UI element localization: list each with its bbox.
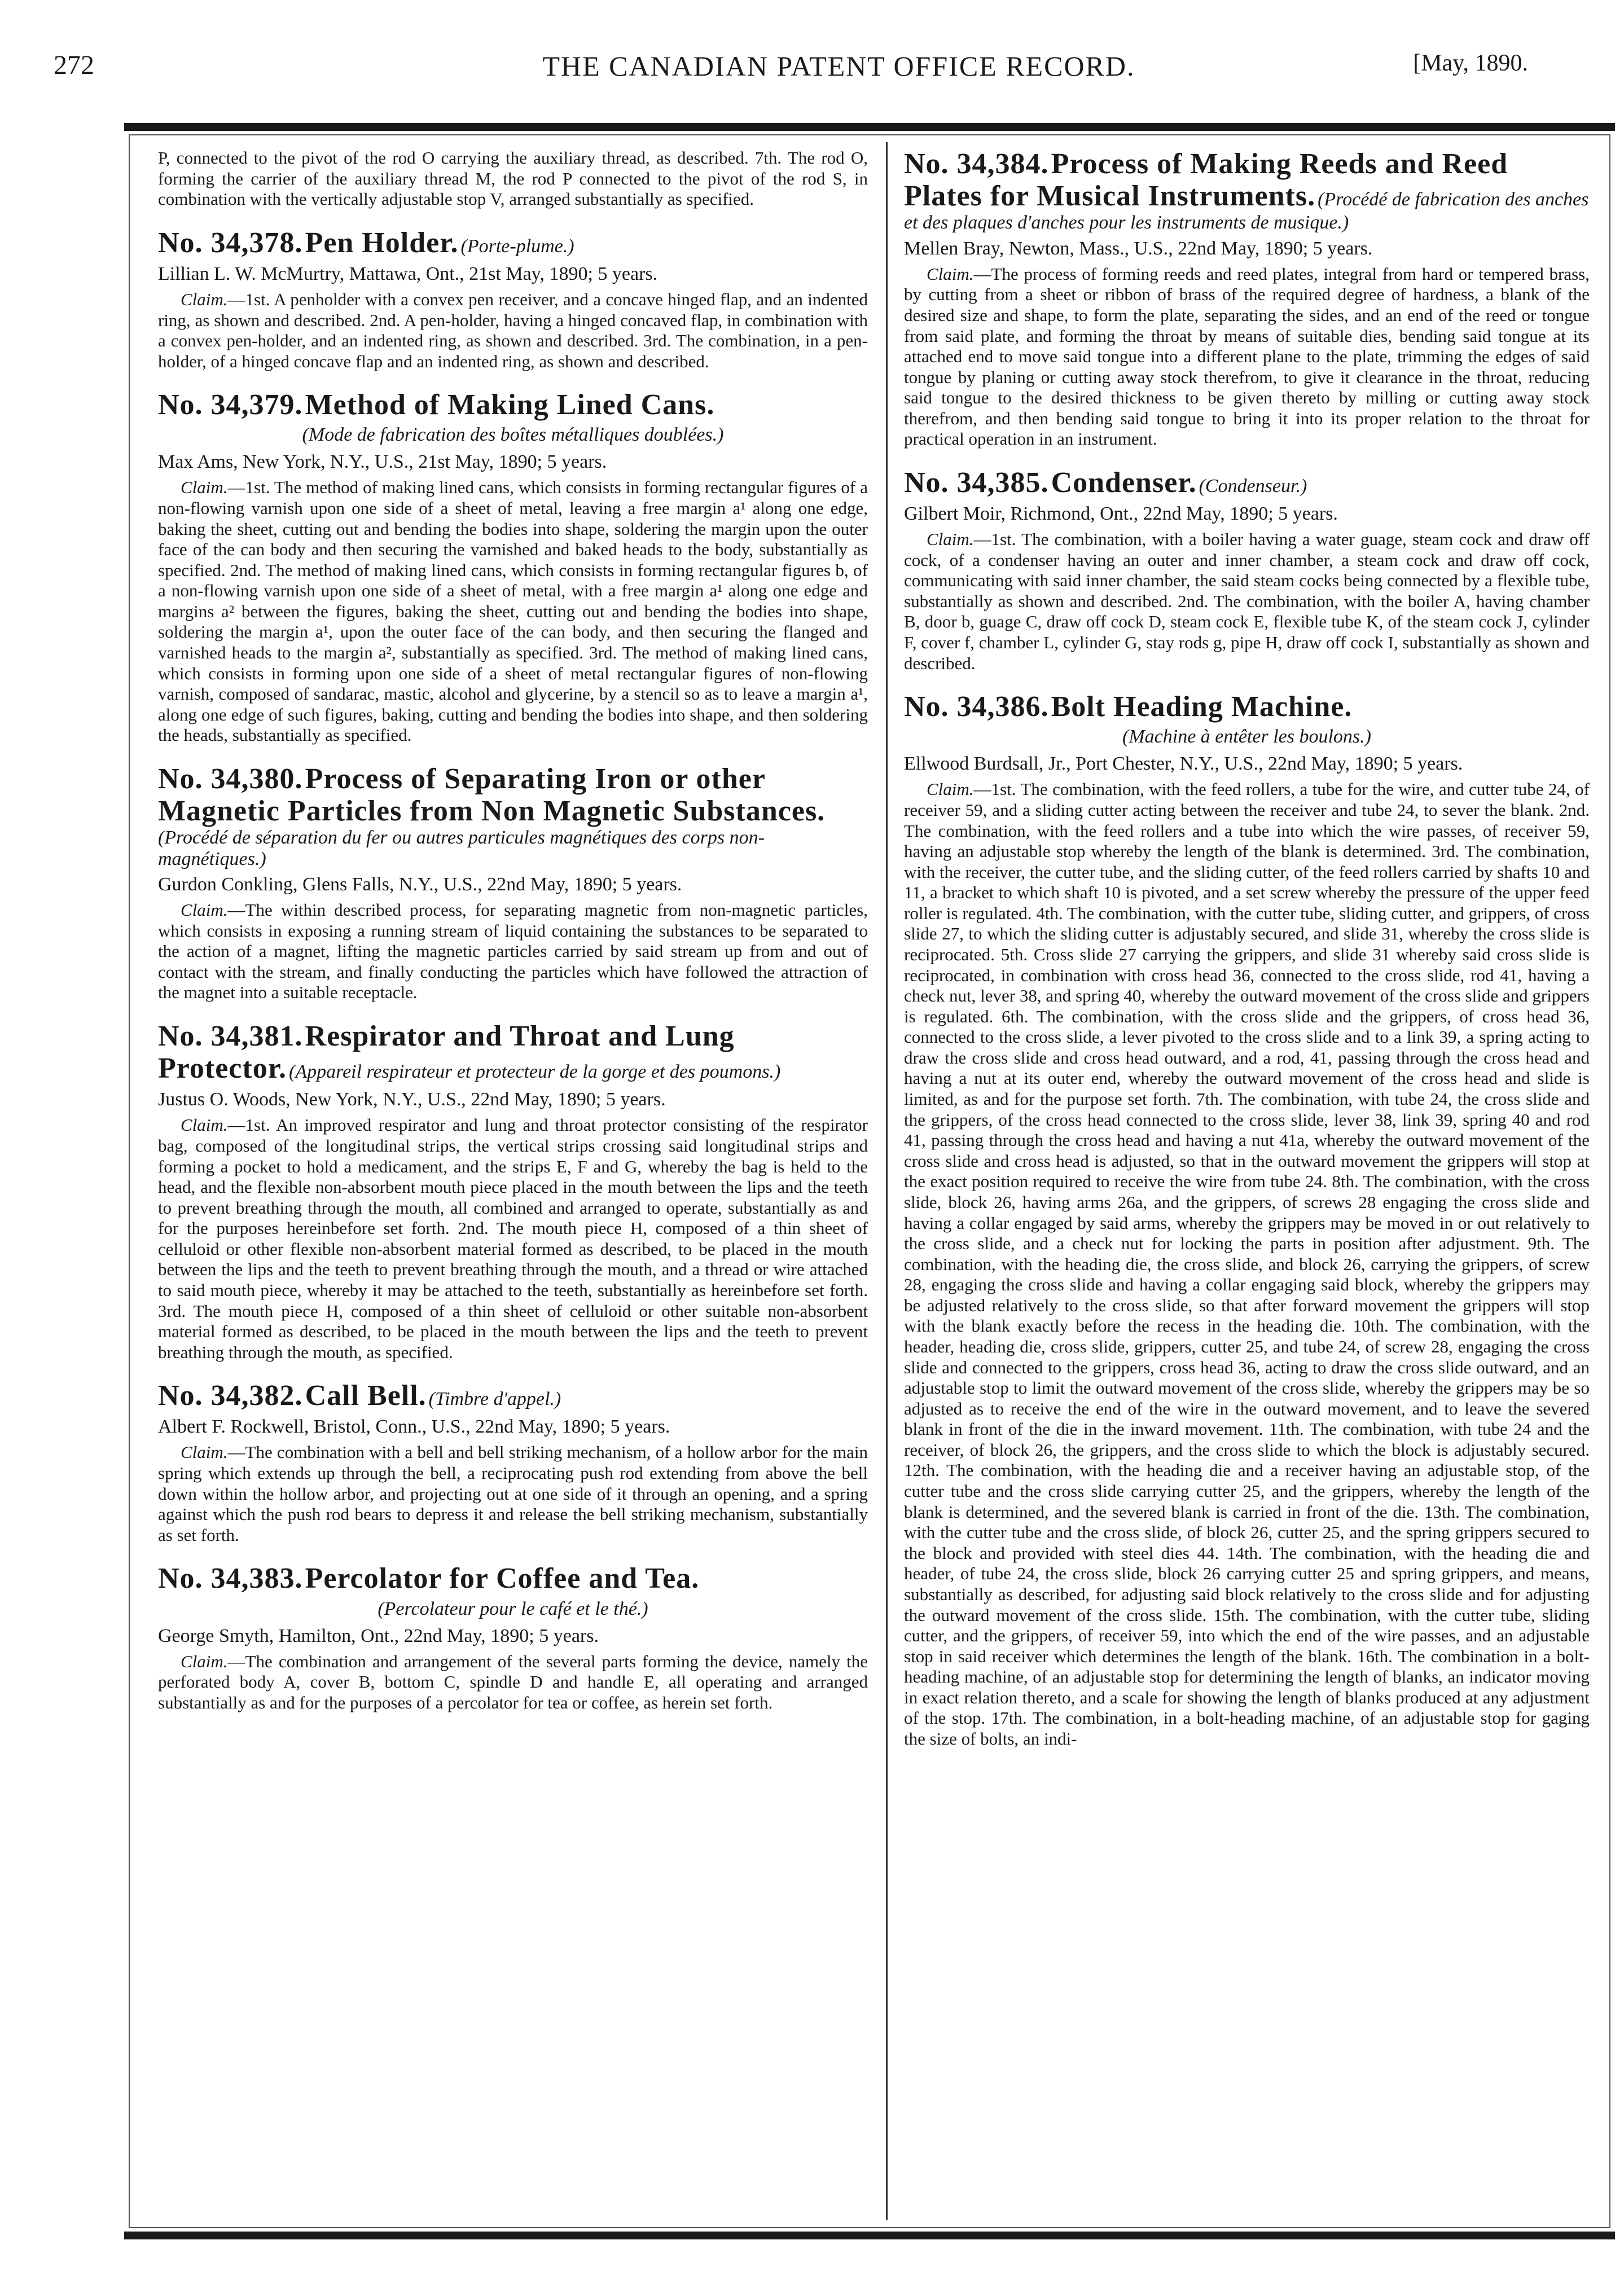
claim-label: Claim. xyxy=(181,1115,228,1135)
patent-entry xyxy=(904,691,1590,1749)
patent-heading xyxy=(158,227,868,259)
patent-heading xyxy=(904,467,1590,499)
patent-number: No. 34,380. xyxy=(158,762,303,795)
claim-label: Claim. xyxy=(927,529,974,550)
patent-grantee: Gilbert Moir, Richmond, Ont., 22nd May, 1890; 5 years. xyxy=(904,503,1338,525)
continuation-text: P, connected to the pivot of the rod O carrying the auxiliary thread, as described. 7th. The rod O, forming the carrier of the auxiliary thread M, the rod P connected to the pivot of the rod S, in combination with the vertically adjustable stop V, arranged substantially as specified. xyxy=(158,148,868,209)
claim-text: —1st. The combination, with the feed rollers, a tube for the wire, and cutter tube 24, of receiver 59, and a sliding cutter acting between the receiver and tube 24, to sever the blank. 2nd. The combination, with the feed rollers and a tube into which the wire passes, of receiver 59, having an adjustable stop whereby the length of the blank is determined. 3rd. The combination, with the receiver, the cutter tube, and the sliding cutter, of the feed rollers carried by shafts 10 and 11, a bracket to which shaft 10 is pivoted, and a set screw whereby the pressure of the upper feed roller is regulated. 4th. The combination, with the cutter tube, sliding cutter, and grippers, of cross slide 27, to which the sliding cutter is adjustably secured, and slide 31, whereby the cross slide is reciprocated. 5th. Cross slide 27 carrying the grippers, and slide 31 whereby said cross slide is reciprocated, in combination with cross head 36, connected to the cross slide, rod 41, having a check nut, lever 38, and spring 40, whereby the outward movement of the cross slide and grippers is regulated. 6th. The combination, with the cross slide and the grippers, of cross head 36, connected to the cross slide, a lever pivoted to the cross slide and to a link 39, a spring acting to draw the cross slide and cross head outward, and a rod, 41, passing through the cross head and having a nut at its outer end, whereby the outward movement of the cross head and slide is limited, as and for the purpose set forth. 7th. The combination, with tube 24, the cross slide and the grippers, of the cross head connected to the cross slide, lever 38, link 39, spring 40 and rod 41, passing through the cross head and having a nut 41a, whereby the outward movement of the cross slide and cross head is adjusted, so that in the outward movement the grippers will stop at the exact position required to receive the wire from tube 24. 8th. The combination, with the cross slide, block 26, having arms 26a, and the grippers, of screws 28 engaging the cross slide and having a collar engaged by said arms, whereby the grippers may be moved in or out relatively to the cross slide, and a check nut for locking the parts in position after adjustment. 9th. The combination, with the heading die, the cross slide, and block 26, carrying the grippers, of screw 28, engaging the cross slide and having a collar engaging said block, whereby the grippers may be adjusted relatively to the cross slide, so that after forward movement the grippers will stop with the blank exactly before the recess in the heading die. 10th. The combination, with the header, heading die, cross slide, grippers, cutter 25, and tube 24, of screw 28, engaging the cross slide and connected to the grippers, cross head 36, acting to draw the cross slide outward, and an adjustable stop to limit the outward movement of the cross slide, whereby the grippers may be so adjusted as to receive the end of the wire in the outward movement, and to leave the severed blank in front of the die in the inward movement. 11th. The combination, with tube 24 and the receiver, of block 26, the grippers, and the cross slide to which the block is adjustably secured. 12th. The combination, with the heading die and a receiver having an adjustable stop, of the cutter tube and the cross slide carrying cutter 25, and the grippers, whereby the length of the blank is determined, and the severed blank is carried in front of the die. 13th. The combination, with the cutter tube and the cross slide, of block 26, cutter 25, and the spring grippers secured to the block and provided with steel dies 44. 14th. The combination, with the heading die and header, of tube 24, the cross slide, block 26 carrying cutter 25 and spring grippers, and means, substantially as described, for adjusting said block relatively to the cross slide and for adjusting the outward movement of the cross slide. 15th. The combination, with the cutter tube, sliding cutter, and the grippers, of receiver 59, into which the end of the wire passes, and an adjustable stop in said receiver which determines the length of the blank. 16th. The combination in a bolt-heading machine, of an adjustable stop for determining the length of blanks, an indicator moving in exact relation thereto, and a scale for showing the length of blanks produced at any adjustment of the stop. 17th. The combination, in a bolt-heading machine, of an adjustable stop for gaging the size of bolts, an indi- xyxy=(904,779,1590,1749)
claim-text: —1st. An improved respirator and lung and throat protector consisting of the respirator bag, composed of the longitudinal strips, the vertical strips crossing said longitudinal strips and forming a pocket to hold a medicament, and the strips E, F and G, whereby the bag is held to the head, and the flexible non-absorbent mouth piece placed in the mouth between the lips and the teeth to prevent breathing through the mouth, all combined and arranged to operate, substantially as and for the purposes hereinbefore set forth. 2nd. The mouth piece H, composed of a thin sheet of celluloid or other flexible non-absorbent material formed as described, to be placed in the mouth between the lips and the teeth to prevent breathing through the mouth, and a thread or wire attached to said mouth piece, whereby it may be attached to the teeth, substantially as hereinbefore set forth. 3rd. The mouth piece H, composed of a thin sheet of celluloid or other suitable non-absorbent material formed as described, to be placed in the mouth between the lips and the teeth to prevent breathing through the mouth, as specified. xyxy=(158,1115,868,1362)
patent-title: Call Bell. xyxy=(305,1380,427,1412)
patent-entry xyxy=(158,1562,868,1713)
patent-heading xyxy=(158,1380,868,1412)
claim-label: Claim. xyxy=(181,1651,228,1671)
patent-number: No. 34,381. xyxy=(158,1020,303,1052)
page-header xyxy=(54,50,1624,95)
patent-grantee: Max Ams, New York, N.Y., U.S., 21st May, 1890; 5 years. xyxy=(158,451,607,473)
claim-label: Claim. xyxy=(181,289,228,309)
patent-number: No. 34,385. xyxy=(904,466,1049,499)
patent-heading xyxy=(158,1020,868,1084)
patent-claim xyxy=(158,1651,868,1714)
claim-label: Claim. xyxy=(927,779,974,800)
patent-title: Method of Making Lined Cans. xyxy=(305,389,715,421)
patent-entry xyxy=(158,763,868,1003)
patent-title: Respirator and Throat and Lung Protector. xyxy=(158,1020,735,1085)
patent-entry xyxy=(158,1020,868,1363)
patent-number: No. 34,382. xyxy=(158,1380,303,1412)
claim-label: Claim. xyxy=(927,263,974,284)
patent-title: Bolt Heading Machine. xyxy=(1051,691,1353,723)
claim-label: Claim. xyxy=(181,900,228,920)
patent-title: Process of Separating Iron or other Magnetic Particles from Non Magnetic Substances. xyxy=(158,762,826,828)
patent-french-title: (Appareil respirateur et protecteur de la gorge et des poumons.) xyxy=(289,1061,781,1083)
patent-entry xyxy=(158,227,868,372)
patent-french-title: (Mode de fabrication des boîtes métalliques doublées.) xyxy=(302,424,724,446)
patent-claim xyxy=(904,264,1590,450)
left-column xyxy=(158,148,868,2220)
patent-number: No. 34,383. xyxy=(158,1562,303,1595)
patent-grantee: Lillian L. W. McMurtry, Mattawa, Ont., 21st May, 1890; 5 years. xyxy=(158,263,658,284)
page-title: THE CANADIAN PATENT OFFICE RECORD. xyxy=(542,50,1135,82)
patent-number: No. 34,378. xyxy=(158,226,303,259)
claim-label: Claim. xyxy=(181,477,228,498)
claim-text: —1st. The method of making lined cans, which consists in forming rectangular figures of a non-flowing varnish upon one side of a sheet of metal, leaving a free margin a¹ along one edge, baking the sheet, cutting out and bending the bodies into shape, soldering the margin upon the outer face of the can body and then securing the varnished and baked heads to the body, substantially as specified. 2nd. The method of making lined cans, which consists in forming rectangular figures b, of a non-flowing varnish upon one side of a sheet of metal, with a free margin a¹ along one edge and margins a² between the figures, baking the sheet, cutting out and bending the bodies into shape, soldering the margin a¹, upon the outer face of the can body, and then securing the flanged and varnished heads to the margin a², substantially as specified. 3rd. The method of making lined cans, which consists in forming upon one side of a sheet of metal rectangular figures of non-flowing varnish, composed of sandarac, mastic, alcohol and glycerine, by a stencil so as to leave a margin a¹, along one edge of such figures, baking, cutting and bending the bodies into shape, and then soldering the heads, substantially as specified. xyxy=(158,477,868,745)
patent-number: No. 34,384. xyxy=(904,148,1049,180)
column-divider xyxy=(886,142,888,2220)
patent-french-title: (Procédé de séparation du fer ou autres particules magnétiques des corps non-magnétiques.) xyxy=(158,827,765,869)
page-frame xyxy=(124,131,1615,2232)
patent-heading xyxy=(904,691,1590,723)
patent-grantee: George Smyth, Hamilton, Ont., 22nd May, 1890; 5 years. xyxy=(158,1625,599,1646)
patent-heading xyxy=(158,389,868,421)
patent-claim xyxy=(158,900,868,1003)
patent-heading xyxy=(158,763,868,869)
patent-entry xyxy=(904,467,1590,674)
patent-grantee: Mellen Bray, Newton, Mass., U.S., 22nd May, 1890; 5 years. xyxy=(904,238,1373,259)
patent-grantee: Gurdon Conkling, Glens Falls, N.Y., U.S., 22nd May, 1890; 5 years. xyxy=(158,874,682,895)
claim-text: —The combination with a bell and bell striking mechanism, of a hollow arbor for the main spring which extends up through the bell, a reciprocating push rod extending from above the bell down within the hollow arbor, and projecting out at one side of it through an opening, and a spring against which the push rod bears to depress it and release the bell striking mechanism, substantially as set forth. xyxy=(158,1442,868,1545)
claim-text: —The process of forming reeds and reed plates, integral from hard or tempered brass, by cutting from a sheet or ribbon of brass of the required degree of hardness, a blank of the desired size and shape, to form the plate, separating the sides, and an end of the reed or tongue from said plate, and forming the throat by means of suitable dies, bending said tongue at its attached end to move said tongue into a different plane to the plate, trimming the edges of said tongue by planing or cutting away stock therefrom, to give it clearance in the throat, reducing said tongue to the desired thickness to be given thereto by milling or cutting away stock therefrom, and then bending said tongue to bring it into its proper relation to the throat for practical operation in an instrument. xyxy=(904,263,1590,449)
patent-entry xyxy=(158,389,868,746)
patent-entry xyxy=(904,148,1590,450)
claim-text: —1st. A penholder with a convex pen receiver, and a concave hinged flap, and an indented ring, as shown and described. 2nd. A pen-holder, having a hinged concaved flap, in combination with a convex pen-holder, and an indented ring, as shown and described. 3rd. The combination, in a pen-holder, of a hinged concave flap and an indented ring, as shown and described. xyxy=(158,289,868,371)
claim-text: —1st. The combination, with a boiler having a water guage, steam cock and draw off cock, of a condenser having an outer and inner chamber, a steam cock and draw off cock, communicating with said inner chamber, the said steam cocks being connected by a flexible tube, substantially as shown and described. 2nd. The combination, with the boiler A, having chamber B, door b, guage C, draw off cock D, steam cock E, flexible tube K, of the steam cock J, cylinder F, cover f, chamber L, cylinder G, stay rods g, pipe H, draw off cock I, substantially as shown and described. xyxy=(904,529,1590,673)
patent-claim xyxy=(904,779,1590,1749)
patent-claim xyxy=(904,529,1590,674)
patent-title: Percolator for Coffee and Tea. xyxy=(305,1562,700,1595)
page-number: 272 xyxy=(54,50,94,80)
patent-french-title: (Procédé de fabrication des anches et des plaques d'anches pour les instruments de musique.) xyxy=(904,189,1589,234)
patent-number: No. 34,379. xyxy=(158,389,303,421)
patent-french-title: (Timbre d'appel.) xyxy=(428,1389,561,1410)
patent-claim xyxy=(158,477,868,746)
right-column xyxy=(904,148,1590,2220)
patent-french-title: (Percolateur pour le café et le thé.) xyxy=(378,1598,648,1619)
patent-title: Process of Making Reeds and Reed Plates for Musical Instruments. xyxy=(904,148,1508,213)
patent-claim xyxy=(158,289,868,372)
patent-title: Condenser. xyxy=(1051,466,1197,499)
patent-french-title: (Condenseur.) xyxy=(1199,475,1307,497)
top-rule xyxy=(124,123,1615,131)
claim-text: —The within described process, for separating magnetic from non-magnetic particles, which consists in exposing a running stream of liquid containing the substances to be separated to the action of a magnet, lifting the magnetic particles carried by said stream up from and out of contact with the stream, and finally conducting the particles which have followed the attraction of the magnet into a suitable receptacle. xyxy=(158,900,868,1003)
patent-title: Pen Holder. xyxy=(305,226,459,259)
patent-claim xyxy=(158,1442,868,1545)
bottom-rule xyxy=(124,2232,1615,2239)
claim-label: Claim. xyxy=(181,1442,228,1462)
patent-grantee: Ellwood Burdsall, Jr., Port Chester, N.Y., U.S., 22nd May, 1890; 5 years. xyxy=(904,753,1463,775)
patent-grantee: Albert F. Rockwell, Bristol, Conn., U.S., 22nd May, 1890; 5 years. xyxy=(158,1416,670,1438)
patent-grantee: Justus O. Woods, New York, N.Y., U.S., 22nd May, 1890; 5 years. xyxy=(158,1089,666,1110)
claim-text: —The combination and arrangement of the several parts forming the device, namely the perforated body A, cover B, bottom C, spindle D and handle E, all operating and arranged substantially as and for the purposes of a percolator for tea or coffee, as herein set forth. xyxy=(158,1651,868,1712)
patent-heading xyxy=(158,1562,868,1595)
patent-claim xyxy=(158,1115,868,1363)
patent-heading xyxy=(904,148,1590,234)
patent-french-title: (Porte-plume.) xyxy=(460,235,574,257)
patent-entry xyxy=(158,1380,868,1545)
patent-french-title: (Machine à entêter les boulons.) xyxy=(1122,726,1371,748)
issue-date: [May, 1890. xyxy=(1413,50,1528,76)
patent-number: No. 34,386. xyxy=(904,691,1049,723)
